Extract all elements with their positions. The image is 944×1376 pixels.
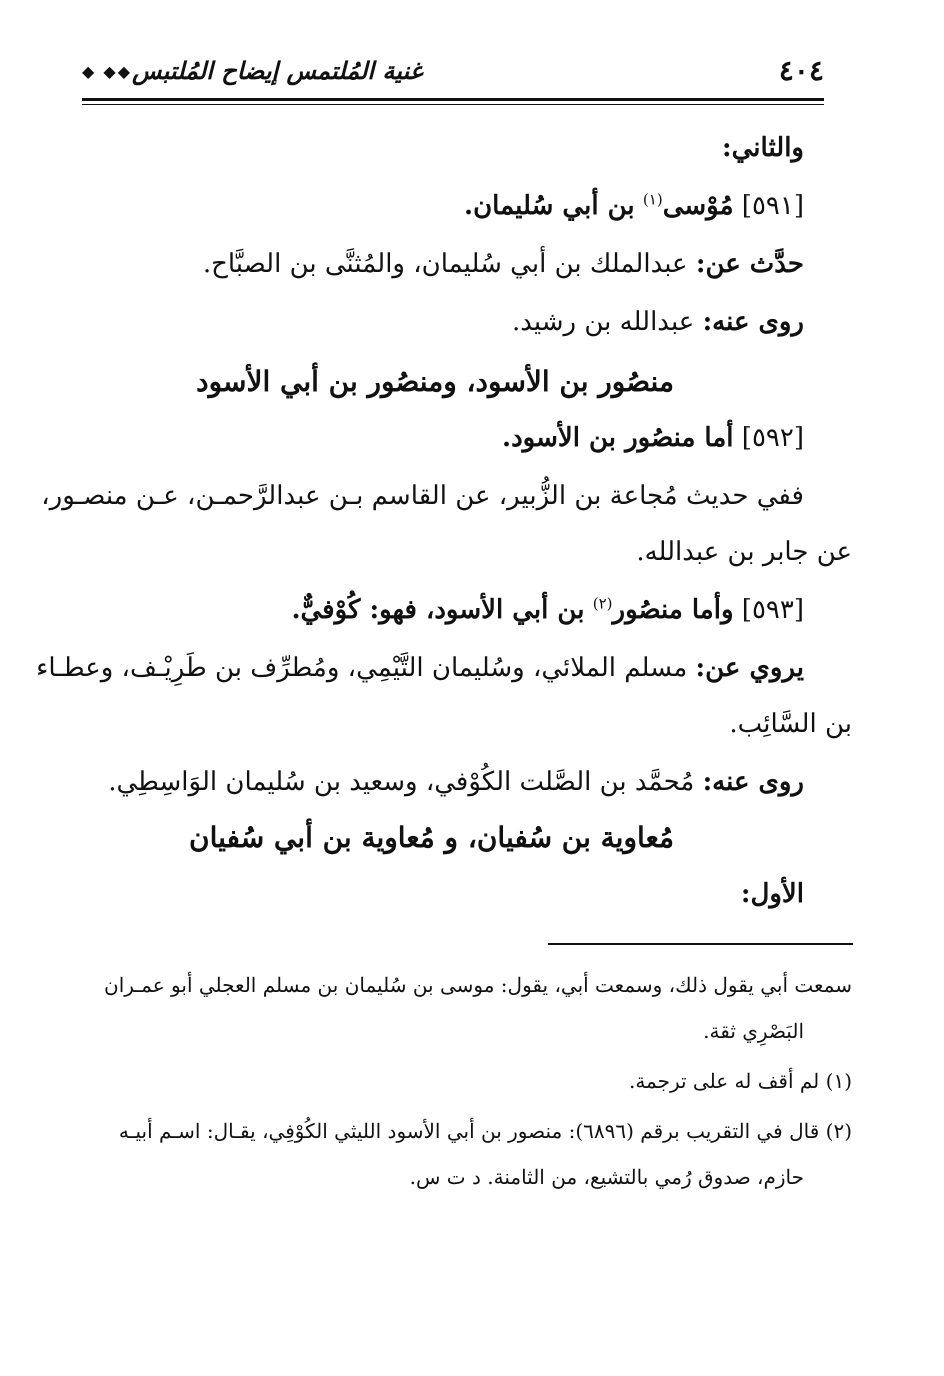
label: روى عنه: bbox=[702, 767, 804, 797]
footnote-2: (٢) قال في التقريب برقم (٦٨٩٦): منصور بن أبي الأسود الليثي الكُوْفِي، يقـال: اسـم أبيـه bbox=[118, 1119, 852, 1143]
narrates-from-line bbox=[36, 648, 804, 688]
diamond-ornament-icon: ◆◆ ◆ bbox=[82, 62, 132, 81]
footnote-continuation: البَصْرِي ثقة. bbox=[703, 1019, 804, 1043]
entry-name-rest: بن أبي الأسود، فهو: كُوْفيٌّ. bbox=[291, 595, 585, 625]
entry-593 bbox=[82, 590, 804, 630]
paragraph-line: عن جابر بن عبدالله. bbox=[636, 537, 852, 567]
header-rule-thin bbox=[82, 104, 824, 105]
narrated-by-line bbox=[82, 762, 804, 802]
text: عبدالملك بن أبي سُليمان، والمُثنَّى بن الصبَّاح. bbox=[202, 249, 688, 279]
entry-name-rest: بن أبي سُليمان. bbox=[464, 191, 635, 221]
label: حدَّث عن: bbox=[695, 249, 804, 279]
label: روى عنه: bbox=[702, 307, 804, 337]
section-label-first: الأول: bbox=[740, 879, 804, 909]
entry-591 bbox=[82, 186, 804, 226]
entry-name: مُوْسى bbox=[662, 191, 734, 221]
paragraph-line: بن السَّائِب. bbox=[729, 709, 852, 739]
text: عبدالله بن رشيد. bbox=[511, 307, 695, 337]
running-title: غنية المُلتمس إيضاح المُلتبس bbox=[132, 56, 423, 85]
entry-number: [٥٩١] bbox=[741, 191, 804, 221]
entry-number: [٥٩٢] bbox=[741, 423, 804, 453]
entry-text: أما منصُور بن الأسود. bbox=[502, 423, 734, 453]
header-rule-thick bbox=[82, 98, 824, 101]
narrated-from-line bbox=[82, 244, 804, 284]
entry-name: وأما منصُور bbox=[612, 595, 734, 625]
narrated-by-line bbox=[82, 302, 804, 342]
entry-number: [٥٩٣] bbox=[741, 595, 804, 625]
footnote-marker: (١) bbox=[642, 190, 663, 209]
section-heading-mansur: منصُور بن الأسود، ومنصُور بن أبي الأسود bbox=[196, 365, 674, 398]
footnote-continuation: سمعت أبي يقول ذلك، وسمعت أبي، يقول: موسى بن سُليمان بن مسلم العجلي أبو عمـران bbox=[104, 973, 852, 997]
text: مسلم الملائي، وسُليمان التَّيْمِي، ومُطرِّف بن طَرِيْـف، وعطـاء bbox=[36, 653, 688, 683]
paragraph-line: ففي حديث مُجاعة بن الزُّبير، عن القاسم بـن عبدالرَّحمـن، عـن منصـور، bbox=[41, 481, 804, 511]
section-heading-muawiya: مُعاوية بن سُفيان، و مُعاوية بن أبي سُفيان bbox=[189, 821, 674, 854]
entry-592 bbox=[82, 418, 804, 458]
label: يروي عن: bbox=[695, 653, 804, 683]
section-label-second: والثاني: bbox=[722, 133, 804, 163]
footnote-2-continuation: حازم، صدوق رُمي بالتشيع، من الثامنة. د ت س. bbox=[409, 1165, 804, 1189]
page-header bbox=[82, 54, 824, 94]
text: مُحمَّد بن الصَّلت الكُوْفي، وسعيد بن سُليمان الوَاسِطِي. bbox=[108, 767, 695, 797]
footnote-marker: (٢) bbox=[592, 594, 613, 613]
footnote-separator bbox=[548, 943, 853, 945]
page-number: ٤٠٤ bbox=[778, 54, 824, 87]
footnote-1: (١) لم أقف له على ترجمة. bbox=[628, 1069, 852, 1093]
